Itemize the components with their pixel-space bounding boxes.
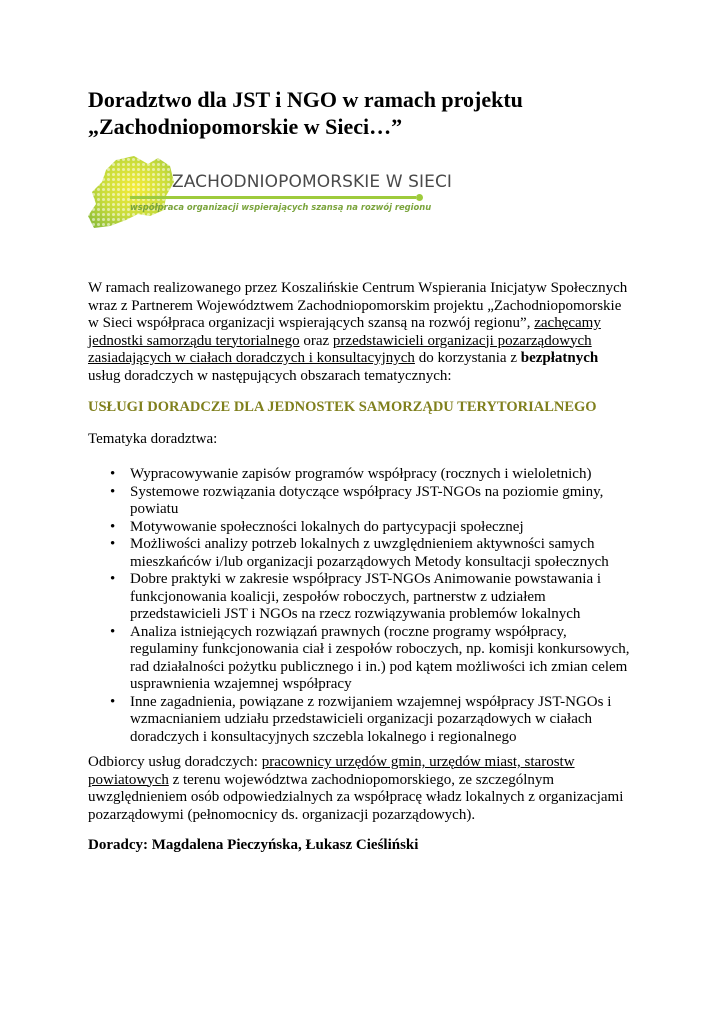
list-item — [88, 536, 633, 571]
intro-text-1: W ramach realizowanego przez Koszalińskie Centrum Wspierania Inicjatyw Społecznych wraz z Partnerem Województwem Zachodniopomorskim projektu „Zachodniopomorskie w Sieci współpraca organizacji wspierających szansą na rozwój regionu”, — [88, 280, 628, 331]
project-logo — [86, 152, 453, 230]
list-item — [88, 466, 633, 484]
list-item-text: Systemowe rozwiązania dotyczące współpracy JST-NGOs na poziomie gminy, powiatu — [130, 483, 604, 517]
list-item-text: Dobre praktyki w zakresie współpracy JST-NGOs Animowanie powstawania i funkcjonowania koalicji, zespołów roboczych, partnerstw z udziałem przedstawicieli JST i NGOs na rzecz rozwiązywania problemów lokalnych — [130, 571, 602, 622]
topics-label: Tematyka doradztwa: — [88, 431, 218, 447]
intro-bold-free: bezpłatnych — [520, 350, 599, 366]
bullet-icon: • — [110, 536, 116, 552]
intro-text-3: do korzystania z — [414, 350, 521, 366]
list-item — [88, 571, 633, 624]
bullet-icon: • — [110, 693, 116, 710]
intro-link-ngo[interactable]: przedstawicieli organizacji pozarządowych zasiadających w ciałach doradczych i konsultacyjnych — [88, 332, 592, 366]
list-item-text: Inne zagadnienia, powiązane z rozwijaniem wzajemnej współpracy JST-NGOs i wzmacnianiem udziału przedstawicieli organizacji pozarządowych w ciałach doradczych i konsultacyjnych szczebla lokalnego i regionalnego — [130, 693, 612, 745]
list-item — [88, 519, 633, 537]
advisors-line: Doradcy: Magdalena Pieczyńska, Łukasz Cieśliński — [88, 837, 419, 853]
bullet-icon: • — [110, 623, 116, 640]
recipients-label: Odbiorcy usług doradczych: — [88, 754, 262, 770]
bullet-icon: • — [110, 466, 116, 482]
logo-brand-text: ZACHODNIOPOMORSKIE W SIECI — [172, 172, 453, 192]
bullet-icon: • — [110, 571, 116, 587]
list-item-text: Motywowanie społeczności lokalnych do partycypacji społecznej — [130, 518, 524, 535]
bullet-icon: • — [110, 483, 116, 500]
list-item-text: Możliwości analizy potrzeb lokalnych z uwzględnieniem aktywności samych mieszkańców i/lub organizacji pozarządowych Metody konsultacji społecznych — [130, 536, 609, 570]
list-item-text: Analiza istniejących rozwiązań prawnych (roczne programy współpracy, regulaminy funkcjonowania ciał i zespołów roboczych, np. komisji konkursowych, rad działalności pożytku publicznego i in.) pod kątem możliwości ich zmian celem usprawnienia wzajemnej współpracy — [130, 623, 630, 692]
page-title — [88, 86, 648, 140]
page-title-line-2: „Zachodniopomorskie w Sieci…” — [88, 114, 403, 139]
section-heading: USŁUGI DORADCZE DLA JEDNOSTEK SAMORZĄDU TERYTORIALNEGO — [88, 399, 597, 415]
list-item-text: Wypracowywanie zapisów programów współpracy (rocznych i wieloletnich) — [130, 466, 592, 482]
list-item — [88, 624, 633, 694]
region-map-logo-icon — [86, 152, 176, 230]
recipients-paragraph — [88, 754, 633, 824]
intro-text-2: oraz — [299, 332, 333, 349]
bullet-icon: • — [110, 518, 116, 535]
recipients-link[interactable]: pracownicy urzędów gmin, urzędów miast, starostw powiatowych — [88, 754, 575, 788]
recipients-text: z terenu województwa zachodniopomorskiego, ze szczególnym uwzględnieniem osób odpowiedzialnych za współpracę władz lokalnych z organizacjami pozarządowymi (pełnomocnicy ds. organizacji pozarządowych). — [88, 771, 624, 823]
logo-tagline: współpraca organizacji wspierających szansą na rozwój regionu — [130, 202, 432, 212]
page-title-line-1: Doradztwo dla JST i NGO w ramach projektu — [88, 87, 523, 112]
list-item — [88, 694, 633, 747]
intro-paragraph — [88, 280, 633, 385]
logo-dot — [416, 194, 423, 201]
intro-link-jst[interactable]: zachęcamy jednostki samorządu terytorialnego — [88, 315, 601, 349]
intro-text-4: usług doradczych w następujących obszarach tematycznych: — [88, 367, 452, 384]
topics-list — [88, 466, 633, 746]
logo-underline — [130, 196, 416, 199]
list-item — [88, 484, 633, 519]
